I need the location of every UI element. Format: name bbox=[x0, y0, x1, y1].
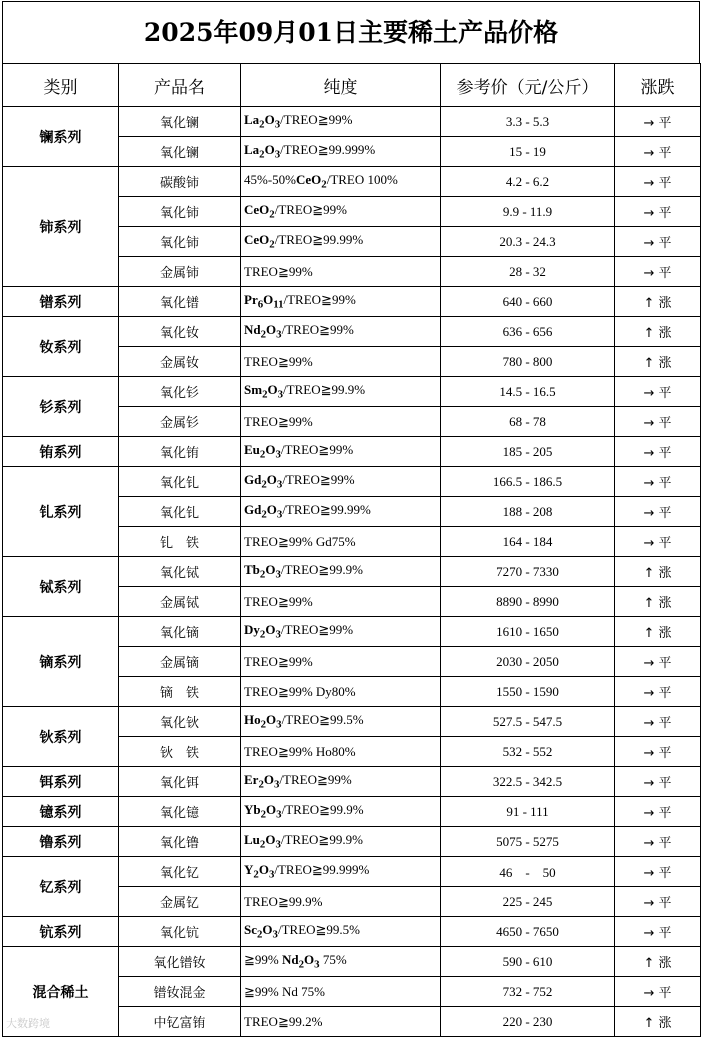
trend-cell: → 平 bbox=[615, 197, 701, 227]
purity-cell bbox=[241, 827, 441, 857]
price-cell: 46 - 50 bbox=[441, 857, 615, 887]
category-cell: 镱系列 bbox=[3, 797, 119, 827]
purity-cell bbox=[241, 947, 441, 977]
purity-text: 2 bbox=[269, 238, 275, 251]
header-change: 涨跌 bbox=[615, 64, 701, 107]
product-name-cell: 中钇富铕 bbox=[119, 1007, 241, 1037]
price-cell: 322.5 - 342.5 bbox=[441, 767, 615, 797]
purity-text: O bbox=[265, 562, 276, 578]
trend-cell: → 平 bbox=[615, 977, 701, 1007]
purity-text: 3 bbox=[276, 718, 282, 731]
purity-text: 2 bbox=[259, 568, 266, 581]
product-name-cell: 金属铈 bbox=[119, 257, 241, 287]
purity-cell bbox=[241, 497, 441, 527]
trend-cell: → 平 bbox=[615, 887, 701, 917]
price-cell: 780 - 800 bbox=[441, 347, 615, 377]
purity-text: 45%-50% bbox=[244, 172, 296, 188]
trend-cell: → 平 bbox=[615, 107, 701, 137]
purity-text: ≧99% Nd 75% bbox=[244, 983, 325, 999]
purity-cell bbox=[241, 287, 441, 317]
watermark: 大数跨境 bbox=[6, 1017, 50, 1030]
product-name-cell: 氧化钐 bbox=[119, 377, 241, 407]
purity-text: /TREO≧99.999% bbox=[280, 142, 376, 158]
purity-text: 2 bbox=[298, 958, 305, 971]
purity-text: CeO bbox=[244, 202, 270, 218]
purity-text: TREO≧99% Dy80% bbox=[244, 683, 356, 699]
purity-text: Lu bbox=[244, 832, 260, 848]
table-row bbox=[3, 767, 701, 797]
trend-cell: ↑ 涨 bbox=[615, 557, 701, 587]
purity-text: 3 bbox=[275, 568, 281, 581]
purity-text: Gd bbox=[244, 502, 262, 518]
trend-cell: ↑ 涨 bbox=[615, 587, 701, 617]
price-cell: 732 - 752 bbox=[441, 977, 615, 1007]
price-cell: 5075 - 5275 bbox=[441, 827, 615, 857]
purity-text: 3 bbox=[274, 778, 280, 791]
purity-text: 6 bbox=[257, 298, 264, 311]
price-cell: 2030 - 2050 bbox=[441, 647, 615, 677]
purity-cell bbox=[241, 407, 441, 437]
price-cell: 8890 - 8990 bbox=[441, 587, 615, 617]
purity-text: Er bbox=[244, 772, 259, 788]
purity-text: 2 bbox=[269, 208, 275, 221]
product-name-cell: 镨钕混金 bbox=[119, 977, 241, 1007]
table-row bbox=[3, 377, 701, 407]
table-row bbox=[3, 917, 701, 947]
purity-text: Eu bbox=[244, 442, 260, 458]
category-cell: 铕系列 bbox=[3, 437, 119, 467]
purity-text: /TREO≧99.9% bbox=[281, 802, 364, 818]
product-name-cell: 金属钇 bbox=[119, 887, 241, 917]
purity-text: O bbox=[262, 922, 273, 938]
purity-text: 2 bbox=[260, 328, 267, 341]
purity-text: 2 bbox=[259, 118, 265, 131]
purity-text: 3 bbox=[274, 118, 281, 131]
purity-text: 2 bbox=[259, 448, 266, 461]
purity-text: /TREO≧99.5% bbox=[277, 922, 360, 938]
purity-cell bbox=[241, 167, 441, 197]
table-row bbox=[3, 107, 701, 137]
price-cell: 636 - 656 bbox=[441, 317, 615, 347]
product-name-cell: 金属铽 bbox=[119, 587, 241, 617]
purity-text: Gd bbox=[244, 472, 262, 488]
price-cell: 20.3 - 24.3 bbox=[441, 227, 615, 257]
purity-text: /TREO≧99.99% bbox=[274, 232, 364, 248]
purity-cell bbox=[241, 677, 441, 707]
purity-text: 2 bbox=[258, 778, 264, 791]
purity-text: 2 bbox=[261, 478, 267, 491]
price-cell: 3.3 - 5.3 bbox=[441, 107, 615, 137]
price-cell: 4650 - 7650 bbox=[441, 917, 615, 947]
purity-text: /TREO≧99.9% bbox=[283, 382, 366, 398]
purity-cell bbox=[241, 467, 441, 497]
price-cell: 225 - 245 bbox=[441, 887, 615, 917]
trend-cell: → 平 bbox=[615, 527, 701, 557]
trend-cell: → 平 bbox=[615, 827, 701, 857]
product-name-cell: 氧化铽 bbox=[119, 557, 241, 587]
purity-text: 75% bbox=[319, 952, 347, 968]
price-cell: 15 - 19 bbox=[441, 137, 615, 167]
price-cell: 7270 - 7330 bbox=[441, 557, 615, 587]
purity-cell bbox=[241, 647, 441, 677]
price-cell: 640 - 660 bbox=[441, 287, 615, 317]
product-name-cell: 金属镝 bbox=[119, 647, 241, 677]
price-table bbox=[2, 63, 701, 1037]
price-cell: 220 - 230 bbox=[441, 1007, 615, 1037]
category-cell: 钬系列 bbox=[3, 707, 119, 767]
purity-text: 3 bbox=[314, 958, 320, 971]
category-cell: 镝系列 bbox=[3, 617, 119, 707]
table-row bbox=[3, 857, 701, 887]
trend-cell: → 平 bbox=[615, 857, 701, 887]
purity-text: 3 bbox=[276, 808, 282, 821]
price-cell: 185 - 205 bbox=[441, 437, 615, 467]
purity-text: TREO≧99% bbox=[244, 413, 313, 429]
trend-cell: → 平 bbox=[615, 707, 701, 737]
table-row bbox=[3, 827, 701, 857]
product-name-cell: 氧化钇 bbox=[119, 857, 241, 887]
price-cell: 532 - 552 bbox=[441, 737, 615, 767]
price-cell: 590 - 610 bbox=[441, 947, 615, 977]
category-cell: 混合稀土 bbox=[3, 947, 119, 1037]
purity-cell bbox=[241, 1007, 441, 1037]
price-sheet bbox=[2, 1, 700, 1037]
purity-text: 11 bbox=[273, 298, 284, 311]
header-product-name: 产品名 bbox=[119, 64, 241, 107]
trend-cell: ↑ 涨 bbox=[615, 617, 701, 647]
product-name-cell: 碳酸铈 bbox=[119, 167, 241, 197]
price-cell: 166.5 - 186.5 bbox=[441, 467, 615, 497]
product-name-cell: 氧化镧 bbox=[119, 137, 241, 167]
product-name-cell: 氧化钬 bbox=[119, 707, 241, 737]
trend-cell: → 平 bbox=[615, 377, 701, 407]
purity-text: /TREO≧99% bbox=[283, 292, 356, 308]
price-cell: 14.5 - 16.5 bbox=[441, 377, 615, 407]
purity-cell bbox=[241, 797, 441, 827]
purity-text: /TREO 100% bbox=[326, 172, 398, 188]
trend-cell: → 平 bbox=[615, 497, 701, 527]
purity-cell bbox=[241, 557, 441, 587]
purity-text: O bbox=[265, 622, 276, 638]
purity-text: 3 bbox=[275, 628, 281, 641]
trend-cell: → 平 bbox=[615, 467, 701, 497]
category-cell: 钇系列 bbox=[3, 857, 119, 917]
trend-cell: ↑ 涨 bbox=[615, 287, 701, 317]
purity-cell bbox=[241, 917, 441, 947]
trend-cell: → 平 bbox=[615, 137, 701, 167]
purity-text: Y bbox=[244, 862, 254, 878]
product-name-cell: 氧化钆 bbox=[119, 467, 241, 497]
product-name-cell: 金属钕 bbox=[119, 347, 241, 377]
purity-text: /TREO≧99% bbox=[281, 322, 354, 338]
purity-text: 2 bbox=[259, 628, 266, 641]
purity-text: /TREO≧99.999% bbox=[274, 862, 370, 878]
purity-cell bbox=[241, 617, 441, 647]
purity-text: 2 bbox=[260, 718, 267, 731]
purity-text: 2 bbox=[253, 868, 259, 881]
purity-text: CeO bbox=[244, 232, 270, 248]
category-cell: 镨系列 bbox=[3, 287, 119, 317]
purity-cell bbox=[241, 767, 441, 797]
trend-cell: → 平 bbox=[615, 647, 701, 677]
purity-text: Nd bbox=[244, 322, 261, 338]
purity-text: O bbox=[263, 772, 274, 788]
trend-cell: ↑ 涨 bbox=[615, 1007, 701, 1037]
purity-text: La bbox=[244, 112, 260, 128]
purity-text: /TREO≧99% bbox=[280, 112, 353, 128]
product-name-cell: 氧化钆 bbox=[119, 497, 241, 527]
purity-cell bbox=[241, 707, 441, 737]
purity-cell bbox=[241, 197, 441, 227]
table-row bbox=[3, 167, 701, 197]
category-cell: 镧系列 bbox=[3, 107, 119, 167]
trend-cell: ↑ 涨 bbox=[615, 947, 701, 977]
purity-cell bbox=[241, 137, 441, 167]
table-row bbox=[3, 617, 701, 647]
purity-text: 2 bbox=[259, 148, 265, 161]
product-name-cell: 氧化钪 bbox=[119, 917, 241, 947]
purity-text: /TREO≧99% bbox=[279, 772, 352, 788]
purity-text: 2 bbox=[321, 178, 327, 191]
purity-text: TREO≧99.2% bbox=[244, 1013, 323, 1029]
price-cell: 1610 - 1650 bbox=[441, 617, 615, 647]
purity-text: Pr bbox=[244, 292, 258, 308]
purity-text: TREO≧99% bbox=[244, 353, 313, 369]
product-name-cell: 钆 铁 bbox=[119, 527, 241, 557]
purity-cell bbox=[241, 257, 441, 287]
purity-text: Nd bbox=[281, 952, 299, 968]
purity-text: 3 bbox=[277, 388, 284, 401]
purity-text: Sc bbox=[244, 922, 257, 938]
purity-cell bbox=[241, 887, 441, 917]
purity-cell bbox=[241, 527, 441, 557]
table-row bbox=[3, 797, 701, 827]
purity-text: 3 bbox=[274, 148, 281, 161]
header-reference-price: 参考价（元/公斤） bbox=[441, 64, 615, 107]
category-cell: 钕系列 bbox=[3, 317, 119, 377]
product-name-cell: 钬 铁 bbox=[119, 737, 241, 767]
purity-cell bbox=[241, 857, 441, 887]
purity-cell bbox=[241, 587, 441, 617]
purity-text: 2 bbox=[262, 388, 268, 401]
trend-cell: → 平 bbox=[615, 797, 701, 827]
purity-text: O bbox=[266, 322, 277, 338]
product-name-cell: 氧化铈 bbox=[119, 197, 241, 227]
purity-cell bbox=[241, 977, 441, 1007]
purity-text: O bbox=[263, 292, 274, 308]
purity-text: 3 bbox=[276, 478, 283, 491]
table-row bbox=[3, 437, 701, 467]
purity-text: Dy bbox=[244, 622, 260, 638]
product-name-cell: 氧化钕 bbox=[119, 317, 241, 347]
purity-text: TREO≧99% Ho80% bbox=[244, 743, 356, 759]
purity-text: O bbox=[304, 952, 315, 968]
category-cell: 钐系列 bbox=[3, 377, 119, 437]
table-row bbox=[3, 467, 701, 497]
purity-text: 2 bbox=[261, 508, 267, 521]
product-name-cell: 镝 铁 bbox=[119, 677, 241, 707]
header-purity: 纯度 bbox=[241, 64, 441, 107]
trend-cell: → 平 bbox=[615, 227, 701, 257]
table-row bbox=[3, 317, 701, 347]
header-category: 类别 bbox=[3, 64, 119, 107]
purity-text: TREO≧99.9% bbox=[244, 893, 323, 909]
purity-cell bbox=[241, 347, 441, 377]
product-name-cell: 氧化镨 bbox=[119, 287, 241, 317]
product-name-cell: 氧化铕 bbox=[119, 437, 241, 467]
purity-text: CeO bbox=[296, 172, 322, 188]
purity-text: O bbox=[258, 862, 269, 878]
category-cell: 钪系列 bbox=[3, 917, 119, 947]
purity-text: /TREO≧99% bbox=[280, 622, 354, 638]
category-cell: 铈系列 bbox=[3, 167, 119, 287]
price-cell: 28 - 32 bbox=[441, 257, 615, 287]
purity-text: TREO≧99% bbox=[244, 653, 313, 669]
price-cell: 188 - 208 bbox=[441, 497, 615, 527]
price-cell: 91 - 111 bbox=[441, 797, 615, 827]
purity-text: /TREO≧99.99% bbox=[282, 502, 371, 518]
purity-text: O bbox=[265, 442, 276, 458]
trend-cell: ↑ 涨 bbox=[615, 347, 701, 377]
trend-cell: → 平 bbox=[615, 737, 701, 767]
product-name-cell: 氧化镱 bbox=[119, 797, 241, 827]
purity-text: O bbox=[267, 382, 278, 398]
category-cell: 铽系列 bbox=[3, 557, 119, 617]
trend-cell: ↑ 涨 bbox=[615, 317, 701, 347]
purity-cell bbox=[241, 437, 441, 467]
table-body bbox=[3, 107, 701, 1037]
purity-text: TREO≧99% bbox=[244, 263, 313, 279]
table-header-row bbox=[3, 64, 701, 107]
purity-text: 3 bbox=[272, 928, 278, 941]
product-name-cell: 氧化铒 bbox=[119, 767, 241, 797]
trend-cell: → 平 bbox=[615, 257, 701, 287]
purity-text: Tb bbox=[244, 562, 260, 578]
purity-text: O bbox=[265, 832, 276, 848]
price-cell: 527.5 - 547.5 bbox=[441, 707, 615, 737]
product-name-cell: 氧化镥 bbox=[119, 827, 241, 857]
purity-cell bbox=[241, 107, 441, 137]
trend-cell: → 平 bbox=[615, 677, 701, 707]
product-name-cell: 氧化镧 bbox=[119, 107, 241, 137]
purity-text: O bbox=[266, 472, 277, 488]
price-cell: 68 - 78 bbox=[441, 407, 615, 437]
purity-cell bbox=[241, 317, 441, 347]
purity-text: /TREO≧99.9% bbox=[280, 562, 363, 578]
purity-text: 3 bbox=[268, 868, 275, 881]
table-row bbox=[3, 947, 701, 977]
product-name-cell: 金属钐 bbox=[119, 407, 241, 437]
purity-text: Ho bbox=[244, 712, 261, 728]
price-cell: 1550 - 1590 bbox=[441, 677, 615, 707]
purity-text: 3 bbox=[275, 448, 281, 461]
purity-text: /TREO≧99.9% bbox=[280, 832, 363, 848]
purity-text: La bbox=[244, 142, 260, 158]
trend-cell: → 平 bbox=[615, 407, 701, 437]
trend-cell: → 平 bbox=[615, 437, 701, 467]
purity-text: TREO≧99% Gd75% bbox=[244, 533, 356, 549]
category-cell: 铒系列 bbox=[3, 767, 119, 797]
purity-text: O bbox=[266, 712, 277, 728]
purity-cell bbox=[241, 377, 441, 407]
trend-cell: → 平 bbox=[615, 767, 701, 797]
purity-text: /TREO≧99% bbox=[274, 202, 347, 218]
purity-text: Sm bbox=[244, 382, 263, 398]
purity-text: 2 bbox=[259, 838, 266, 851]
price-cell: 164 - 184 bbox=[441, 527, 615, 557]
purity-text: /TREO≧99.5% bbox=[281, 712, 364, 728]
purity-text: Yb bbox=[244, 802, 261, 818]
purity-text: /TREO≧99% bbox=[280, 442, 354, 458]
product-name-cell: 氧化铈 bbox=[119, 227, 241, 257]
table-row bbox=[3, 557, 701, 587]
purity-text: 2 bbox=[260, 808, 267, 821]
purity-text: O bbox=[266, 502, 277, 518]
trend-cell: → 平 bbox=[615, 917, 701, 947]
purity-text: 2 bbox=[257, 928, 263, 941]
table-row bbox=[3, 707, 701, 737]
category-cell: 钆系列 bbox=[3, 467, 119, 557]
purity-text: 3 bbox=[275, 838, 281, 851]
purity-text: ≧99% bbox=[244, 952, 282, 968]
category-cell: 镥系列 bbox=[3, 827, 119, 857]
price-cell: 4.2 - 6.2 bbox=[441, 167, 615, 197]
purity-text: 3 bbox=[276, 328, 282, 341]
purity-text: O bbox=[264, 142, 275, 158]
product-name-cell: 氧化镨钕 bbox=[119, 947, 241, 977]
price-cell: 9.9 - 11.9 bbox=[441, 197, 615, 227]
purity-text: O bbox=[266, 802, 277, 818]
trend-cell: → 平 bbox=[615, 167, 701, 197]
table-row bbox=[3, 287, 701, 317]
purity-cell bbox=[241, 227, 441, 257]
purity-cell bbox=[241, 737, 441, 767]
product-name-cell: 氧化镝 bbox=[119, 617, 241, 647]
purity-text: TREO≧99% bbox=[244, 593, 313, 609]
purity-text: /TREO≧99% bbox=[282, 472, 355, 488]
purity-text: 3 bbox=[276, 508, 283, 521]
purity-text: O bbox=[264, 112, 275, 128]
page-title: 2025年09月01日主要稀土产品价格 bbox=[2, 1, 700, 63]
